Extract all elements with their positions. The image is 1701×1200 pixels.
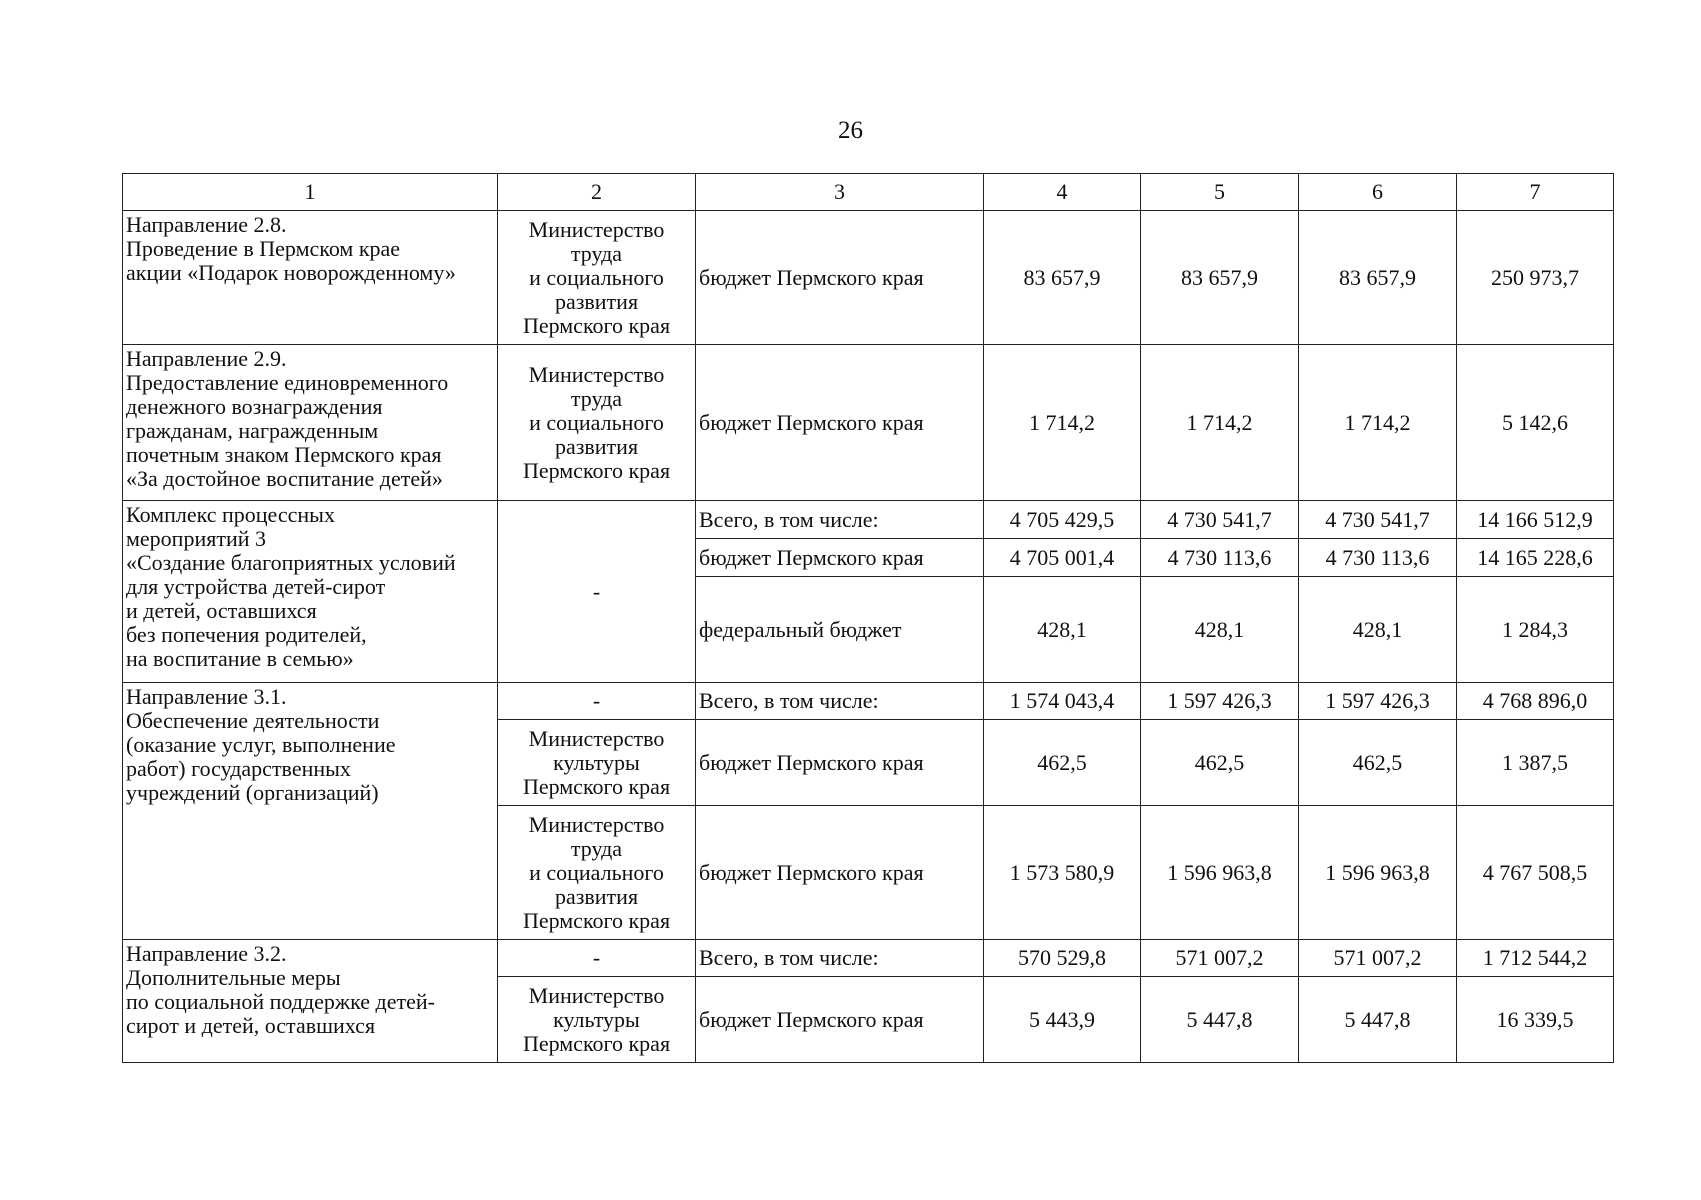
executor-line: Министерство (528, 725, 665, 751)
name-line: (оказание услуг, выполнение (126, 732, 396, 757)
value-cell: 1 596 963,8 (1299, 806, 1457, 940)
value-cell: 83 657,9 (1141, 211, 1299, 345)
value-cell: 4 705 429,5 (984, 501, 1141, 539)
name-line: «Создание благоприятных условий (126, 550, 456, 575)
program-name-cell (123, 345, 498, 501)
program-name-cell (123, 501, 498, 683)
name-line: денежного вознаграждения (126, 394, 383, 419)
name-line: работ) государственных (126, 756, 351, 781)
executor-cell (498, 211, 696, 345)
value-cell: 83 657,9 (984, 211, 1141, 345)
executor-line: Министерство (528, 811, 665, 837)
name-line: Дополнительные меры (126, 965, 341, 990)
name-line: Обеспечение деятельности (126, 708, 380, 733)
program-name-cell (123, 683, 498, 940)
executor-line: труда (570, 835, 623, 861)
name-line: по социальной поддержке детей- (126, 989, 435, 1014)
value-cell: 1 596 963,8 (1141, 806, 1299, 940)
value-cell: 16 339,5 (1457, 977, 1614, 1063)
page-number: 26 (838, 117, 863, 144)
value-cell: 4 767 508,5 (1457, 806, 1614, 940)
executor-line: культуры (553, 1006, 640, 1032)
executor-line: и социального (529, 264, 664, 290)
name-line: без попечения родителей, (126, 622, 367, 647)
funding-source-cell: бюджет Пермского края (696, 211, 984, 345)
value-cell: 462,5 (984, 720, 1141, 806)
program-name-cell (123, 211, 498, 345)
value-cell: 1 573 580,9 (984, 806, 1141, 940)
header-row (123, 174, 1614, 211)
executor-cell: - (498, 940, 696, 977)
executor-cell (498, 806, 696, 940)
name-line: учреждений (организаций) (126, 780, 379, 805)
value-cell: 4 730 541,7 (1141, 501, 1299, 539)
name-line: Направление 3.1. (126, 684, 287, 709)
value-cell: 1 714,2 (1141, 345, 1299, 501)
table-row (123, 501, 1614, 539)
funding-source-cell: бюджет Пермского края (696, 977, 984, 1063)
name-line: мероприятий 3 (126, 526, 267, 551)
value-cell: 571 007,2 (1299, 940, 1457, 977)
executor-line: труда (570, 240, 623, 266)
value-cell: 4 730 541,7 (1299, 501, 1457, 539)
name-line: сирот и детей, оставшихся (126, 1013, 376, 1038)
value-cell: 4 730 113,6 (1141, 539, 1299, 577)
program-name-cell (123, 940, 498, 1063)
name-line: гражданам, награжденным (126, 418, 379, 443)
value-cell: 1 597 426,3 (1141, 683, 1299, 720)
header-col-7: 7 (1457, 174, 1614, 211)
executor-line: Пермского края (522, 1030, 671, 1056)
funding-source-cell: Всего, в том числе: (696, 940, 984, 977)
name-line: почетным знаком Пермского края (126, 442, 442, 467)
funding-source-cell: бюджет Пермского края (696, 806, 984, 940)
value-cell: 14 166 512,9 (1457, 501, 1614, 539)
value-cell: 4 705 001,4 (984, 539, 1141, 577)
executor-line: Пермского края (522, 773, 671, 799)
name-line: Проведение в Пермском крае (126, 236, 401, 261)
funding-source-cell: бюджет Пермского края (696, 720, 984, 806)
funding-source-cell: бюджет Пермского края (696, 539, 984, 577)
table-row (123, 683, 1614, 720)
header-col-6: 6 (1299, 174, 1457, 211)
value-cell: 83 657,9 (1299, 211, 1457, 345)
executor-line: Пермского края (522, 457, 671, 483)
executor-line: развития (554, 288, 639, 314)
value-cell: 571 007,2 (1141, 940, 1299, 977)
name-line: Предоставление единовременного (126, 370, 449, 395)
value-cell: 1 597 426,3 (1299, 683, 1457, 720)
executor-line: культуры (553, 749, 640, 775)
executor-cell: - (498, 501, 696, 683)
executor-line: Пермского края (522, 312, 671, 338)
value-cell: 4 768 896,0 (1457, 683, 1614, 720)
funding-source-cell: бюджет Пермского края (696, 345, 984, 501)
executor-line: труда (570, 385, 623, 411)
table-row (123, 211, 1614, 345)
value-cell: 5 443,9 (984, 977, 1141, 1063)
value-cell: 428,1 (1141, 577, 1299, 683)
value-cell: 14 165 228,6 (1457, 539, 1614, 577)
executor-line: и социального (529, 409, 664, 435)
header-col-1: 1 (123, 174, 498, 211)
name-line: Направление 2.8. (126, 212, 287, 237)
value-cell: 428,1 (984, 577, 1141, 683)
executor-cell (498, 977, 696, 1063)
value-cell: 570 529,8 (984, 940, 1141, 977)
name-line: «За достойное воспитание детей» (126, 466, 443, 491)
header-col-2: 2 (498, 174, 696, 211)
value-cell: 1 714,2 (1299, 345, 1457, 501)
value-cell: 1 574 043,4 (984, 683, 1141, 720)
value-cell: 1 284,3 (1457, 577, 1614, 683)
executor-line: и социального (529, 859, 664, 885)
name-line: Комплекс процессных (126, 502, 335, 527)
name-line: на воспитание в семью» (126, 646, 354, 671)
value-cell: 428,1 (1299, 577, 1457, 683)
table-row (123, 345, 1614, 501)
value-cell: 1 712 544,2 (1457, 940, 1614, 977)
budget-table (122, 173, 1614, 1063)
value-cell: 1 714,2 (984, 345, 1141, 501)
header-col-4: 4 (984, 174, 1141, 211)
value-cell: 4 730 113,6 (1299, 539, 1457, 577)
table-row (123, 940, 1614, 977)
name-line: и детей, оставшихся (126, 598, 317, 623)
name-line: Направление 3.2. (126, 941, 287, 966)
value-cell: 250 973,7 (1457, 211, 1614, 345)
executor-line: Министерство (528, 361, 665, 387)
executor-cell (498, 720, 696, 806)
executor-line: Министерство (528, 216, 665, 242)
name-line: для устройства детей-сирот (126, 574, 386, 599)
header-col-5: 5 (1141, 174, 1299, 211)
executor-line: Министерство (528, 982, 665, 1008)
header-col-3: 3 (696, 174, 984, 211)
value-cell: 5 142,6 (1457, 345, 1614, 501)
executor-line: развития (554, 883, 639, 909)
executor-cell (498, 345, 696, 501)
value-cell: 462,5 (1141, 720, 1299, 806)
value-cell: 1 387,5 (1457, 720, 1614, 806)
name-line: Направление 2.9. (126, 346, 287, 371)
value-cell: 5 447,8 (1141, 977, 1299, 1063)
value-cell: 5 447,8 (1299, 977, 1457, 1063)
executor-cell: - (498, 683, 696, 720)
funding-source-cell: Всего, в том числе: (696, 683, 984, 720)
funding-source-cell: федеральный бюджет (696, 577, 984, 683)
executor-line: Пермского края (522, 907, 671, 933)
funding-source-cell: Всего, в том числе: (696, 501, 984, 539)
executor-line: развития (554, 433, 639, 459)
name-line: акции «Подарок новорожденному» (126, 260, 456, 285)
value-cell: 462,5 (1299, 720, 1457, 806)
